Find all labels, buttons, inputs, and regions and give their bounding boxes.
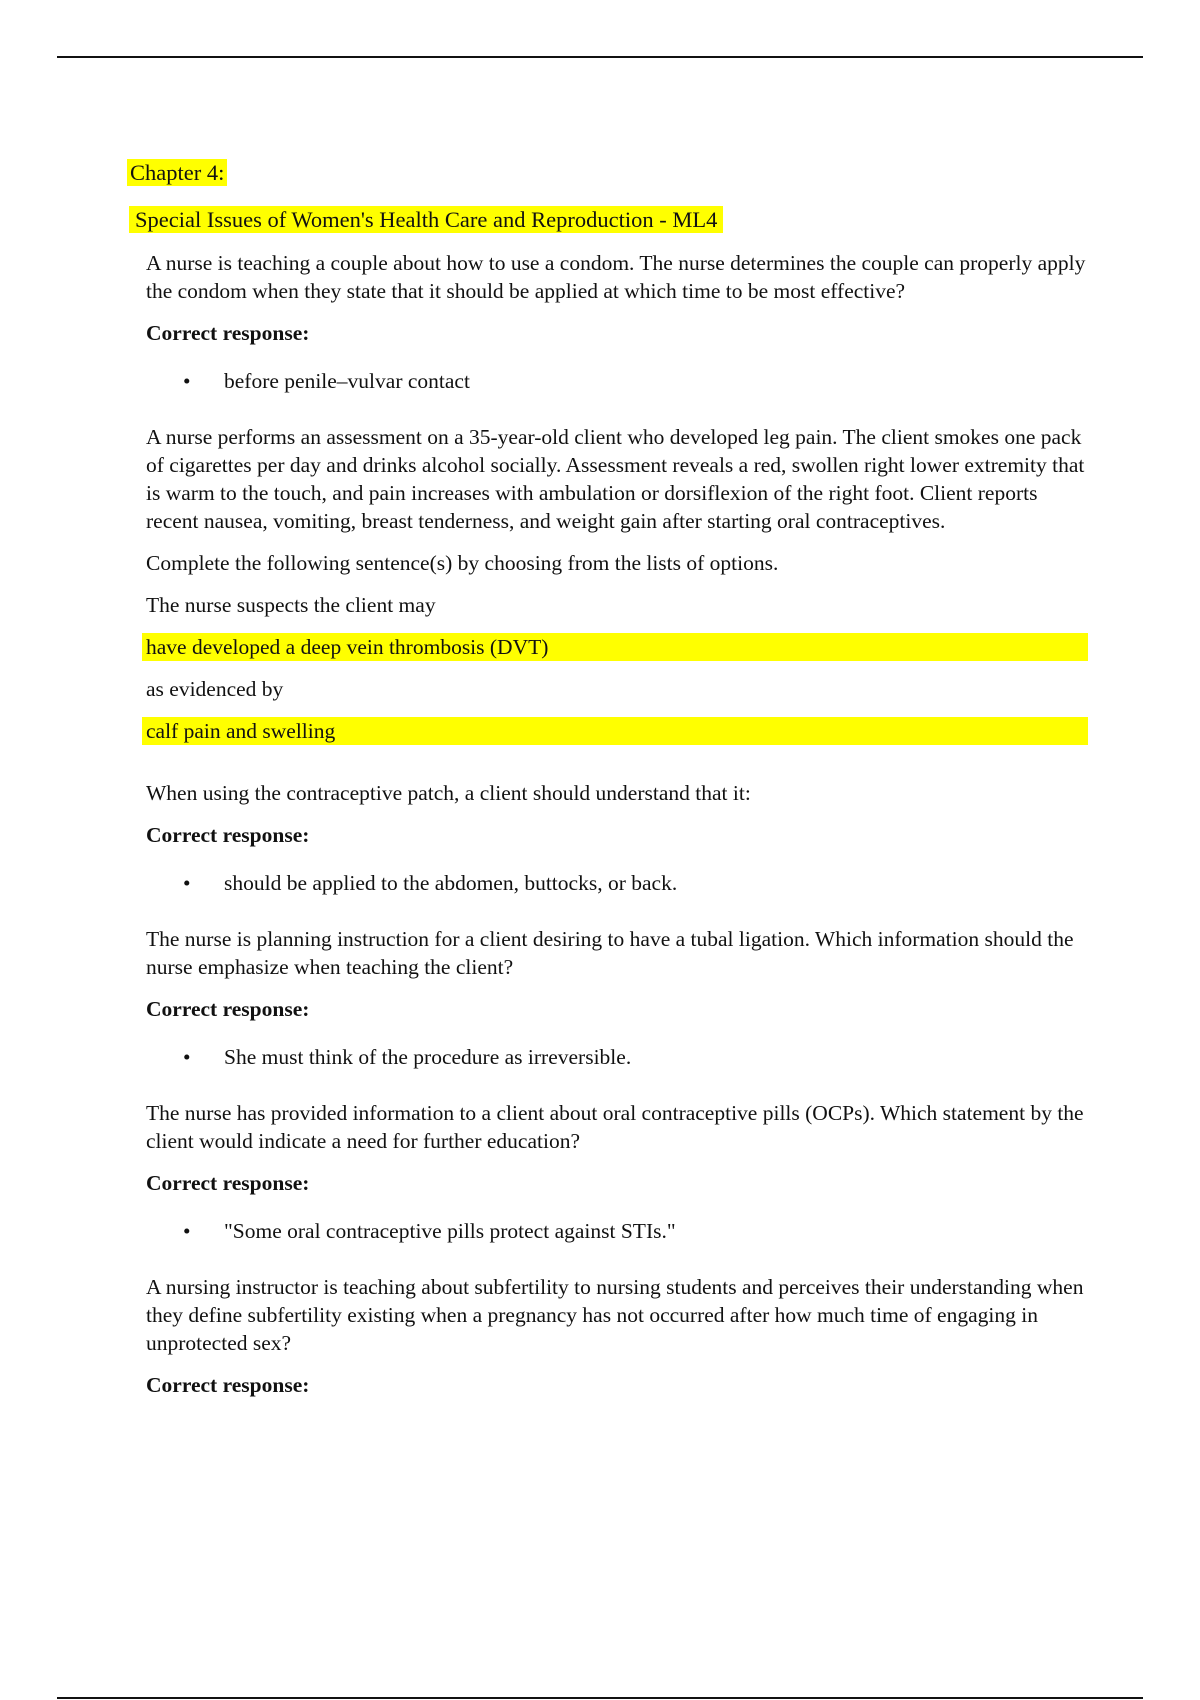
answer-text: before penile–vulvar contact bbox=[224, 369, 470, 393]
sentence-stem: The nurse suspects the client may bbox=[146, 593, 436, 617]
answer-list bbox=[146, 1043, 1092, 1071]
question-text: When using the contraceptive patch, a client should understand that it: bbox=[146, 781, 751, 805]
answer-text: "Some oral contraceptive pills protect against STIs." bbox=[224, 1219, 676, 1243]
answer-list bbox=[146, 367, 1092, 395]
page-top-rule bbox=[57, 56, 1143, 58]
question-text: A nursing instructor is teaching about subfertility to nursing students and perceives their understanding when they define subfertility existing when a pregnancy has not occurred after how much time of engaging in unprotected sex? bbox=[146, 1275, 1084, 1355]
page-bottom-rule bbox=[57, 1697, 1143, 1699]
question-text: The nurse has provided information to a client about oral contraceptive pills (OCPs). Which statement by the client would indicate a need for further education? bbox=[146, 1101, 1084, 1153]
question-text: A nurse performs an assessment on a 35-year-old client who developed leg pain. The client smokes one pack of cigarettes per day and drinks alcohol socially. Assessment reveals a red, swollen right lower extremity that is warm to the touch, and pain increases with ambulation or dorsiflexion of the right foot. Client reports recent nausea, vomiting, breast tenderness, and weight gain after starting oral contraceptives. bbox=[146, 425, 1085, 533]
answer-item bbox=[146, 1043, 1092, 1071]
chapter-heading: Chapter 4: bbox=[127, 159, 227, 186]
bullet-icon: • bbox=[183, 1045, 191, 1069]
selected-option-highlight: have developed a deep vein thrombosis (DVT) bbox=[142, 633, 1088, 661]
answer-text: should be applied to the abdomen, buttocks, or back. bbox=[224, 871, 678, 895]
question-text: A nurse is teaching a couple about how to use a condom. The nurse determines the couple can properly apply the condom when they state that it should be applied at which time to be most effective? bbox=[146, 251, 1086, 303]
correct-response-label: Correct response: bbox=[146, 1373, 310, 1397]
bullet-icon: • bbox=[183, 1219, 191, 1243]
answer-item bbox=[146, 1217, 1092, 1245]
spacer bbox=[146, 759, 1092, 779]
chapter-subtitle: Special Issues of Women's Health Care and Reproduction - ML4 bbox=[129, 206, 723, 233]
correct-response-label: Correct response: bbox=[146, 823, 310, 847]
answer-list bbox=[146, 1217, 1092, 1245]
correct-response-label: Correct response: bbox=[146, 321, 310, 345]
correct-response-label: Correct response: bbox=[146, 997, 310, 1021]
answer-item bbox=[146, 367, 1092, 395]
answer-item bbox=[146, 869, 1092, 897]
answer-list bbox=[146, 869, 1092, 897]
document-body bbox=[146, 249, 1092, 1419]
selected-option-highlight: calf pain and swelling bbox=[142, 717, 1088, 745]
question-instruction: Complete the following sentence(s) by choosing from the lists of options. bbox=[146, 551, 779, 575]
correct-response-label: Correct response: bbox=[146, 1171, 310, 1195]
answer-text: She must think of the procedure as irreversible. bbox=[224, 1045, 632, 1069]
bullet-icon: • bbox=[183, 369, 191, 393]
bullet-icon: • bbox=[183, 871, 191, 895]
sentence-stem: as evidenced by bbox=[146, 677, 284, 701]
question-text: The nurse is planning instruction for a client desiring to have a tubal ligation. Which information should the nurse emphasize when teaching the client? bbox=[146, 927, 1074, 979]
